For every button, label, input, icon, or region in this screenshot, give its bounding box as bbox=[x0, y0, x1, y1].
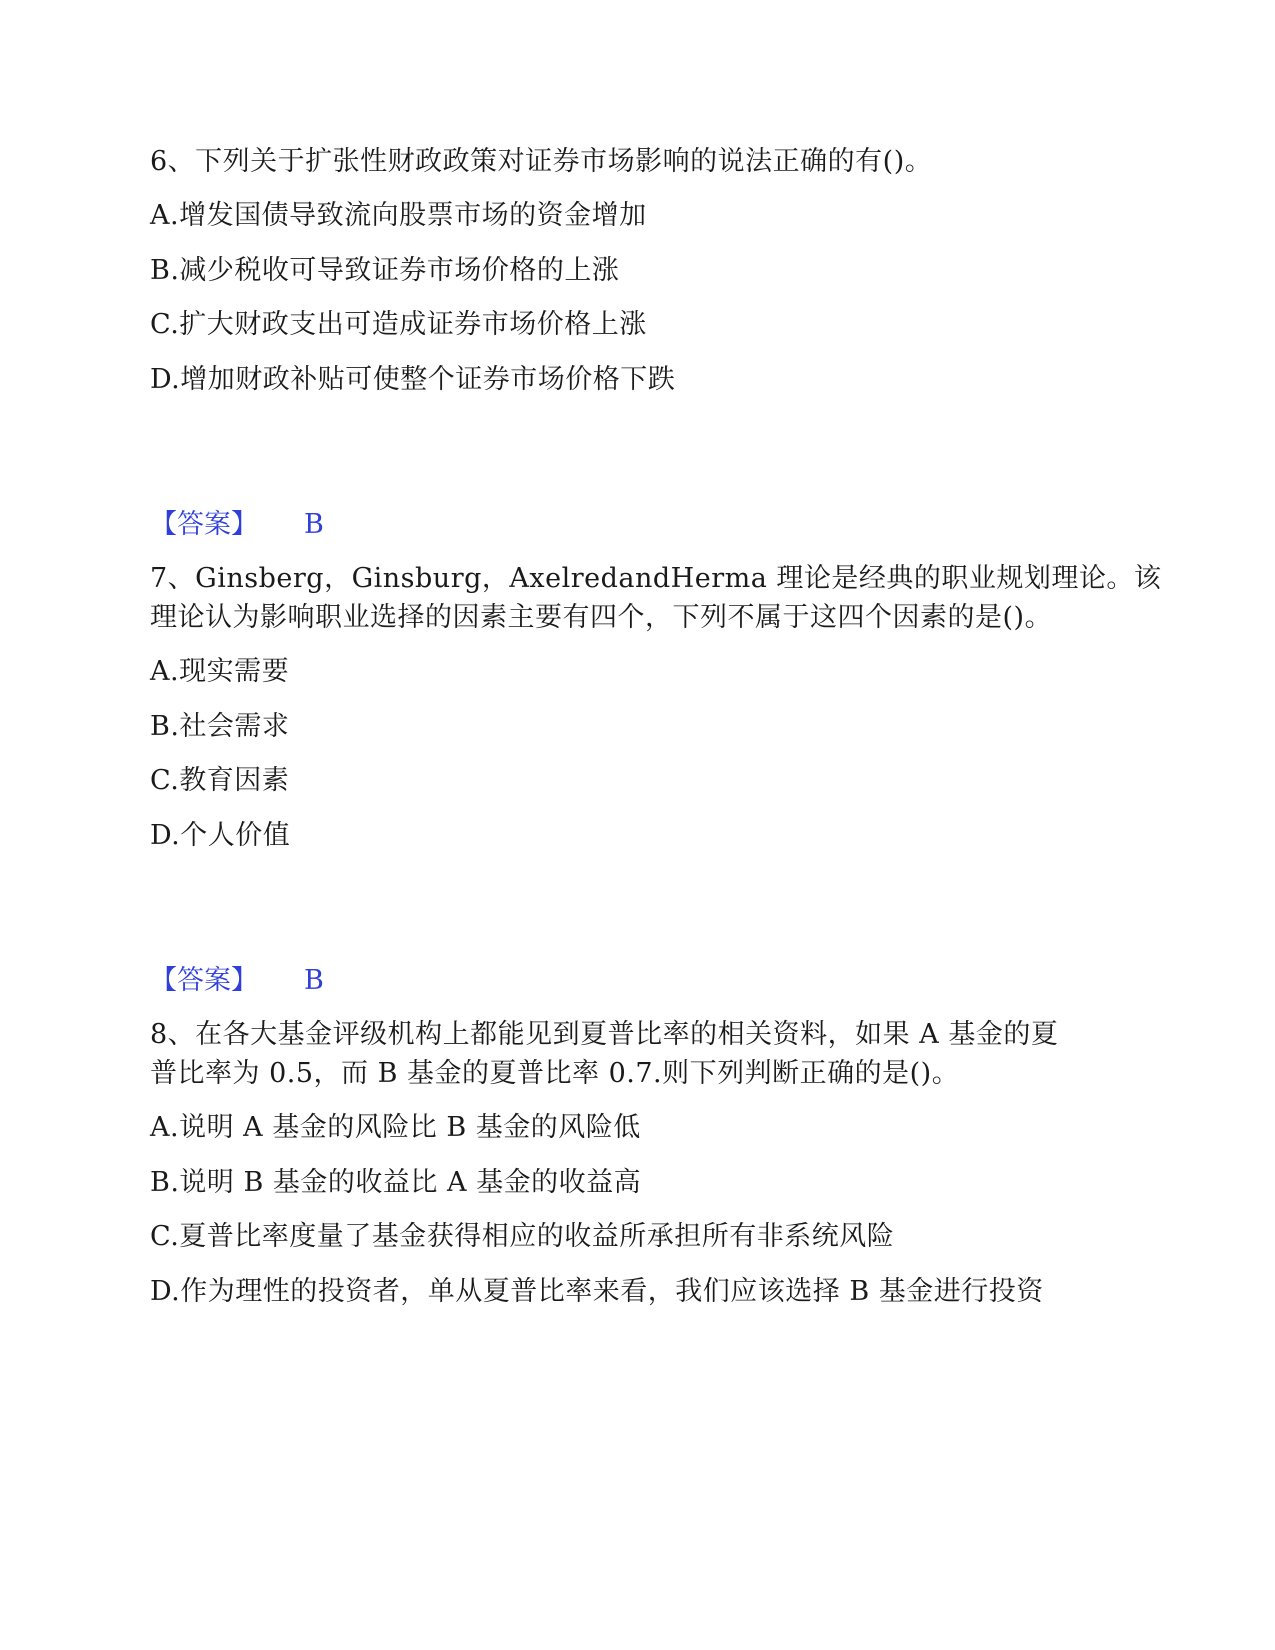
answer-label: 【答案】 bbox=[150, 509, 258, 540]
question-6-answer bbox=[150, 505, 324, 545]
question-8-option-d: D.作为理性的投资者，单从夏普比率来看，我们应该选择 B 基金进行投资 bbox=[150, 1276, 1044, 1307]
question-8-option-c: C.夏普比率度量了基金获得相应的收益所承担所有非系统风险 bbox=[150, 1221, 895, 1252]
question-8-option-b: B.说明 B 基金的收益比 A 基金的收益高 bbox=[150, 1167, 642, 1198]
question-8-stem-line-1: 8、在各大基金评级机构上都能见到夏普比率的相关资料，如果 A 基金的夏 bbox=[150, 1019, 1059, 1050]
question-7-option-a: A.现实需要 bbox=[150, 656, 290, 687]
question-6-option-a: A.增发国债导致流向股票市场的资金增加 bbox=[150, 200, 647, 231]
question-6-option-b: B.减少税收可导致证券市场价格的上涨 bbox=[150, 255, 620, 286]
question-7-option-d: D.个人价值 bbox=[150, 820, 291, 851]
question-8-stem-line-2: 普比率为 0.5，而 B 基金的夏普比率 0.7.则下列判断正确的是()。 bbox=[150, 1058, 960, 1089]
question-6-stem: 6、下列关于扩张性财政政策对证券市场影响的说法正确的有()。 bbox=[150, 146, 933, 177]
question-7-stem-line-1: 7、Ginsberg，Ginsburg，AxelredandHerma 理论是经典的职业规划理论。该 bbox=[150, 563, 1162, 594]
answer-label: 【答案】 bbox=[150, 965, 258, 996]
question-7-option-b: B.社会需求 bbox=[150, 711, 290, 742]
question-8-option-a: A.说明 A 基金的风险比 B 基金的风险低 bbox=[150, 1112, 641, 1143]
question-6-option-d: D.增加财政补贴可使整个证券市场价格下跌 bbox=[150, 364, 676, 395]
question-7-answer bbox=[150, 961, 324, 1001]
answer-value: B bbox=[304, 965, 324, 996]
question-7-option-c: C.教育因素 bbox=[150, 765, 290, 796]
question-7-stem-line-2: 理论认为影响职业选择的因素主要有四个，下列不属于这四个因素的是()。 bbox=[150, 602, 1053, 633]
question-6-option-c: C.扩大财政支出可造成证券市场价格上涨 bbox=[150, 309, 647, 340]
answer-value: B bbox=[304, 509, 324, 540]
